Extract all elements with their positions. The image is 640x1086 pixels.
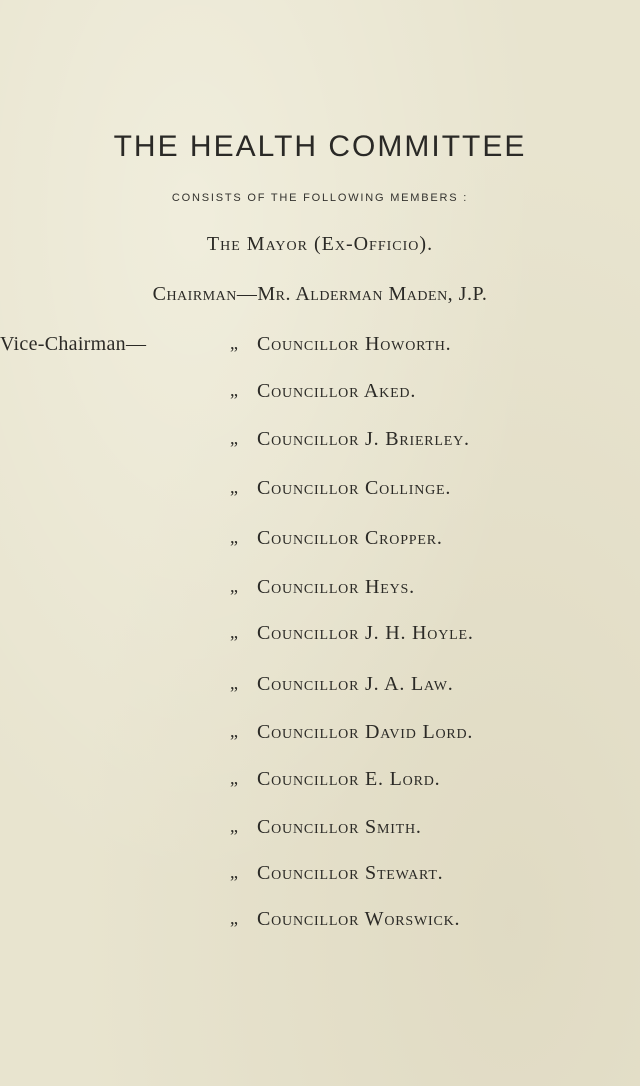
ditto-mark: „ [230, 816, 238, 836]
ditto-mark: „ [230, 862, 238, 882]
ditto-mark: „ [230, 527, 238, 547]
vice-chairman-label: Vice-Chairman— [0, 333, 147, 355]
member-name: Councillor David Lord. [257, 721, 474, 743]
list-item [0, 862, 640, 888]
member-name: Councillor Worswick. [257, 908, 461, 930]
ditto-mark: „ [230, 576, 238, 596]
member-name: Councillor Smith. [257, 816, 422, 838]
member-name: Councillor J. Brierley. [257, 428, 470, 450]
member-name: Councillor Collinge. [257, 477, 452, 499]
member-name: Councillor Stewart. [257, 862, 444, 884]
page-title: THE HEALTH COMMITTEE [113, 130, 527, 163]
list-item [0, 428, 640, 454]
member-name: Councillor Howorth. [257, 333, 452, 355]
chairman-line: Chairman—Mr. Alderman Maden, J.P. [152, 283, 488, 305]
list-item [0, 721, 640, 747]
ditto-mark: „ [230, 908, 238, 928]
ditto-mark: „ [230, 622, 238, 642]
ditto-mark: „ [230, 380, 238, 400]
ditto-mark: „ [230, 477, 238, 497]
member-name: Councillor E. Lord. [257, 768, 441, 790]
list-item [0, 908, 640, 934]
ditto-mark: „ [230, 768, 238, 788]
list-item [0, 333, 640, 359]
member-name: Councillor J. A. Law. [257, 673, 454, 695]
ditto-mark: „ [230, 721, 238, 741]
list-item [0, 768, 640, 794]
list-item [0, 527, 640, 553]
page-subtitle: CONSISTS OF THE FOLLOWING MEMBERS : [171, 192, 469, 204]
ditto-mark: „ [230, 673, 238, 693]
mayor-line: The Mayor (Ex-Officio). [206, 233, 434, 255]
member-name: Councillor Cropper. [257, 527, 443, 549]
member-name: Councillor J. H. Hoyle. [257, 622, 474, 644]
list-item [0, 673, 640, 699]
ditto-mark: „ [230, 333, 238, 353]
list-item [0, 816, 640, 842]
list-item [0, 380, 640, 406]
list-item [0, 477, 640, 503]
ditto-mark: „ [230, 428, 238, 448]
list-item [0, 576, 640, 602]
member-name: Councillor Heys. [257, 576, 415, 598]
list-item [0, 622, 640, 648]
member-name: Councillor Aked. [257, 380, 417, 402]
